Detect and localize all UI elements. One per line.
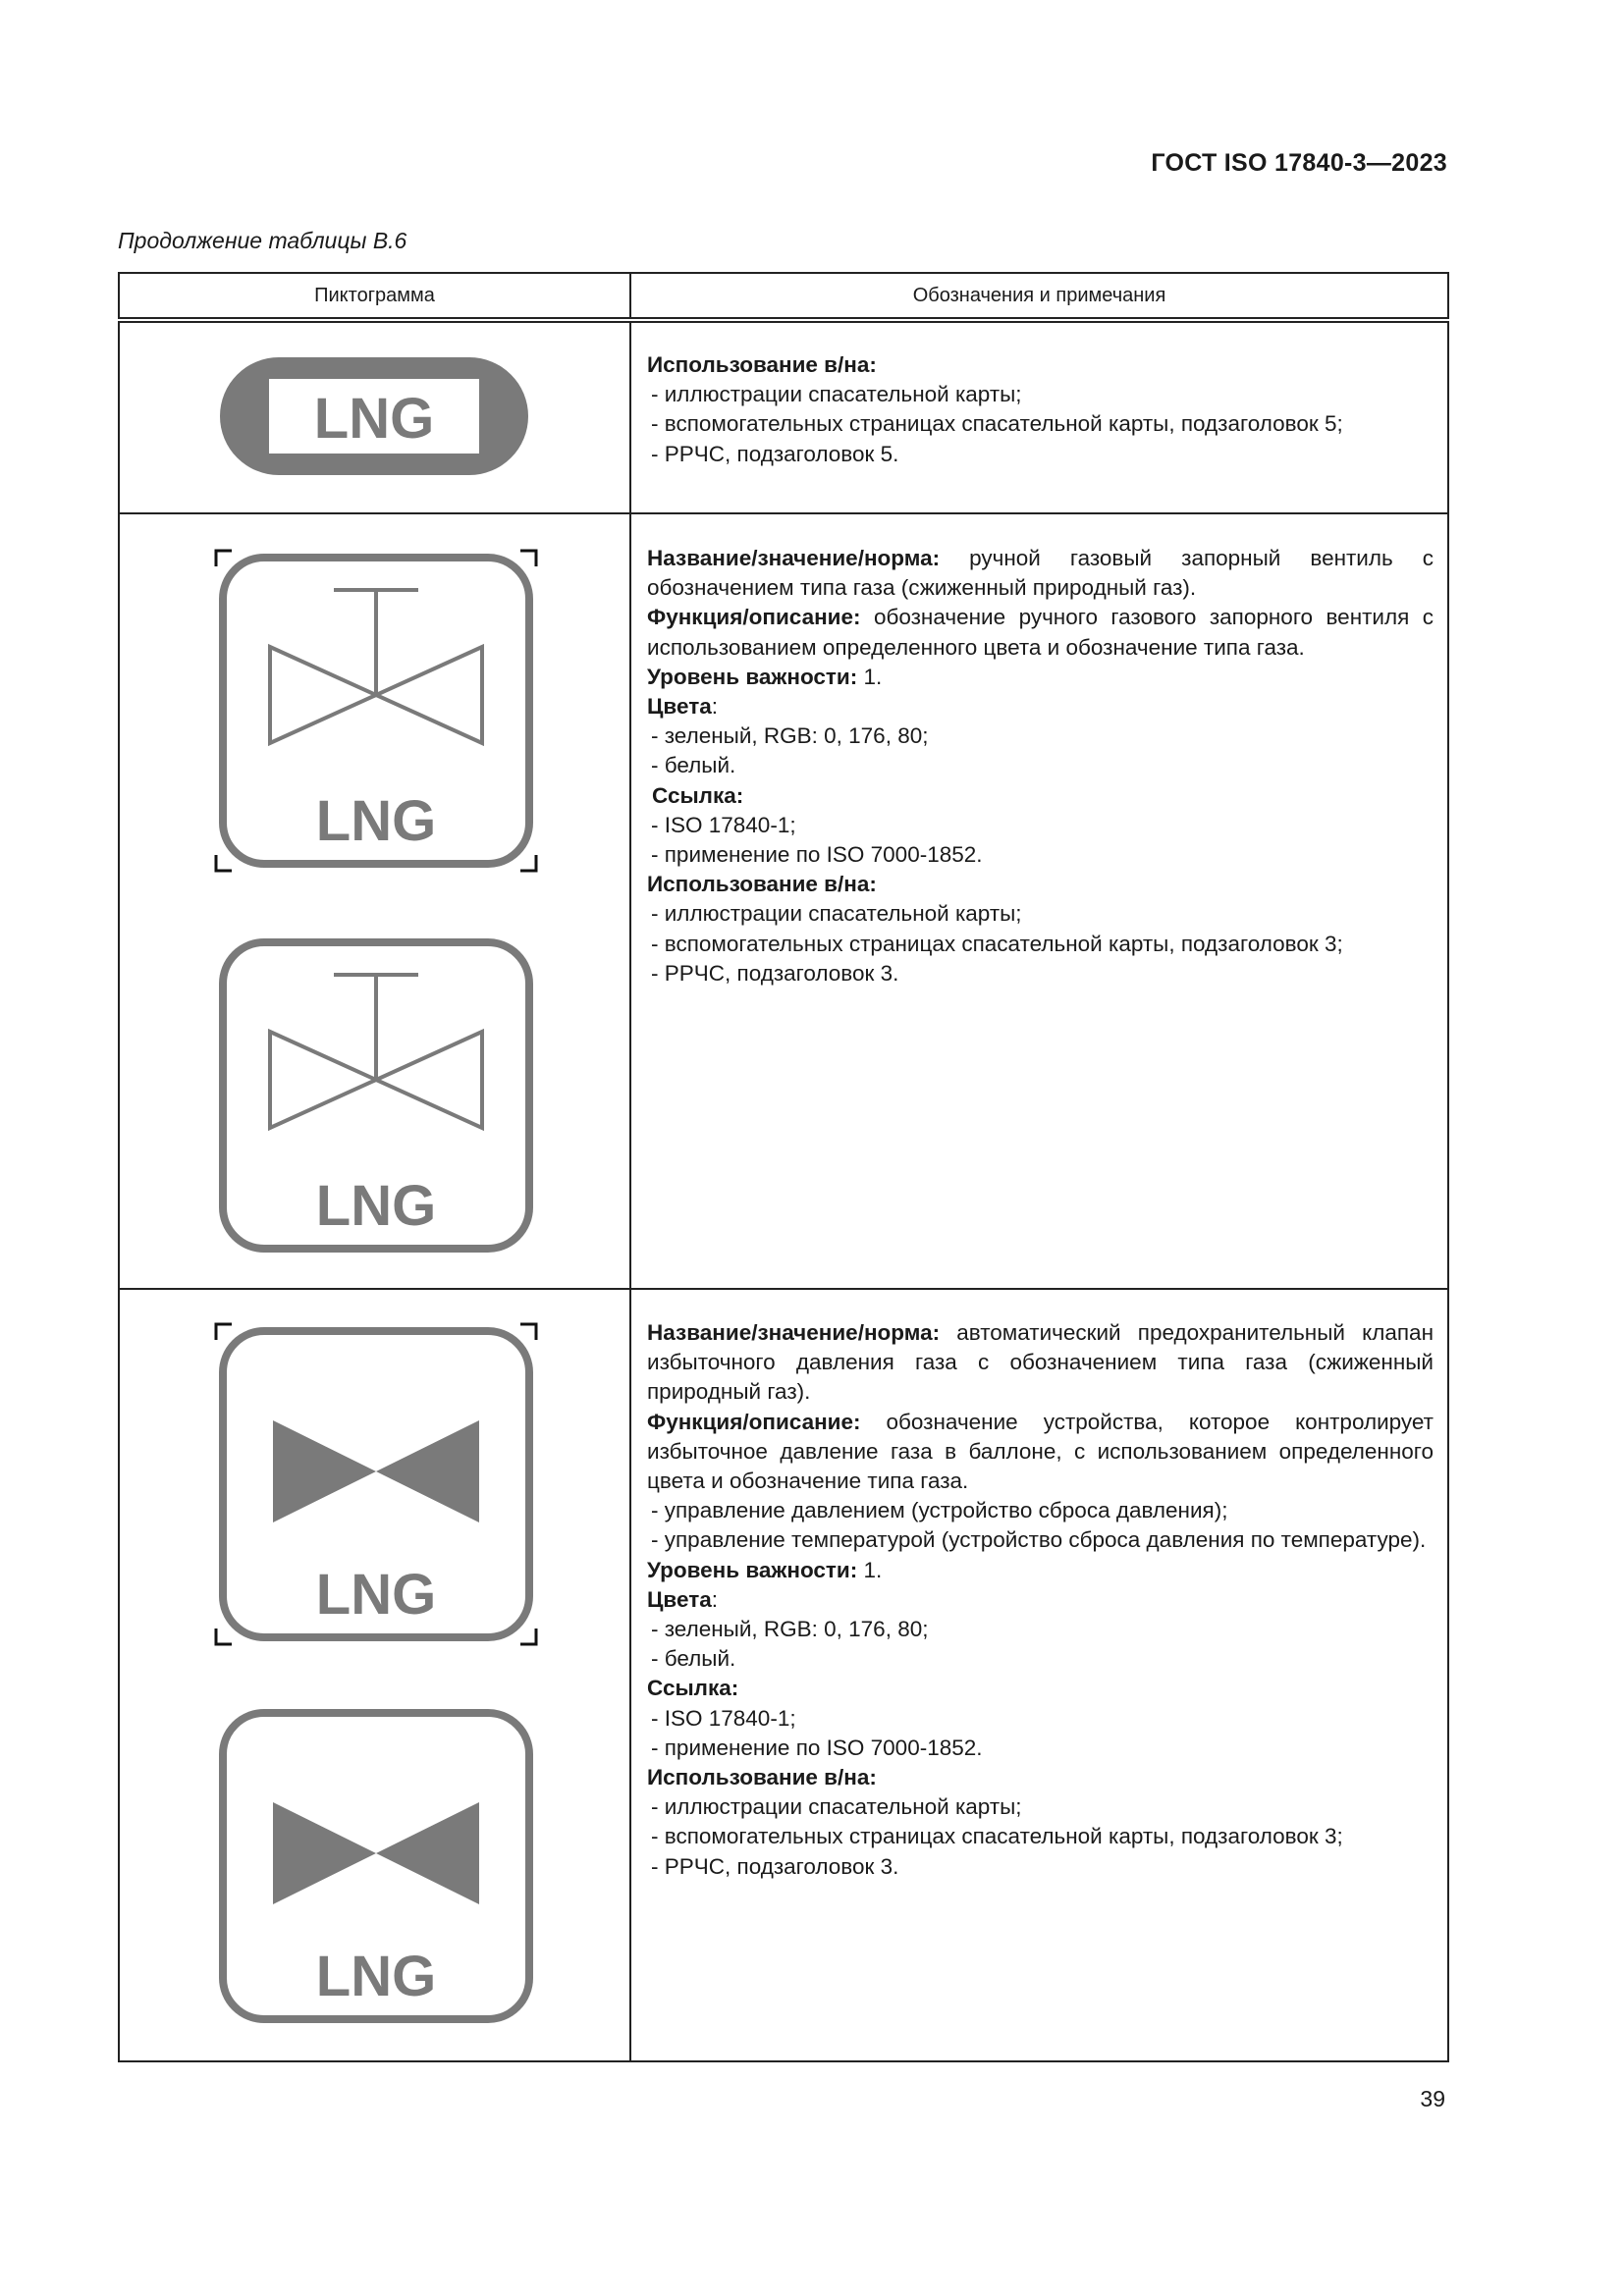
function-item: - управление давлением (устройство сброса давления); (651, 1498, 1228, 1523)
function-item: - управление температурой (устройство сброса давления по температуре). (651, 1527, 1427, 1553)
pictogram-table (118, 272, 1449, 2062)
column-header-notes: Обозначения и примечания (630, 273, 1448, 320)
usage-item: - иллюстрации спасательной карты; (651, 1794, 1022, 1820)
table-row (119, 1289, 1448, 2061)
reference-item: - применение по ISO 7000-1852. (651, 1735, 983, 1760)
importance-label: Уровень важности: (647, 1557, 858, 1582)
usage-item: - РРЧС, подзаголовок 3. (651, 960, 899, 986)
reference-label: Ссылка: (647, 1676, 739, 1701)
usage-item: - иллюстрации спасательной карты; (651, 382, 1022, 407)
auto-valve-pictogram-outlined (214, 1322, 538, 1646)
lng-label-pictogram (218, 355, 530, 477)
auto-valve-pictogram (214, 1704, 538, 2028)
importance-value: 1. (857, 1557, 883, 1582)
color-item: - зеленый, RGB: 0, 176, 80; (651, 1617, 929, 1642)
lng-label-text: LNG (313, 387, 435, 451)
colors-label: Цвета (647, 1586, 712, 1612)
colors-colon: : (711, 1586, 718, 1612)
table-row (119, 513, 1448, 1289)
name-label: Название/значение/норма: (647, 1320, 941, 1345)
auto-valve-icon (273, 1802, 479, 1904)
lng-text: LNG (315, 1945, 437, 2008)
lng-text: LNG (315, 789, 437, 853)
usage-label: Использование в/на: (647, 872, 877, 897)
function-text: обозначение устройства, которое контролирует избыточное давление газа в баллоне, с использованием определенного цвета и обозначение типа газа. (647, 1409, 1434, 1494)
manual-valve-icon (270, 590, 482, 743)
name-text: автоматический предохранительный клапан избыточного давления газа с обозначением типа газа (сжиженный природный газ). (647, 1320, 1434, 1405)
auto-valve-icon (273, 1420, 479, 1522)
lng-text: LNG (315, 1174, 437, 1238)
usage-item: - вспомогательных страницах спасательной карты, подзаголовок 3; (651, 1824, 1343, 1849)
color-item: - белый. (651, 1646, 736, 1672)
notes-cell (630, 1289, 1448, 2061)
page-number: 39 (1420, 2086, 1445, 2111)
reference-item: - применение по ISO 7000-1852. (651, 842, 983, 868)
reference-item: - ISO 17840-1; (651, 1705, 796, 1731)
colors-label: Цвета (647, 694, 712, 720)
importance-label: Уровень важности: (647, 664, 858, 689)
column-header-pictogram: Пиктограмма (119, 273, 630, 320)
pictogram-cell (119, 320, 630, 513)
function-label: Функция/описание: (647, 605, 861, 630)
manual-valve-icon (270, 975, 482, 1128)
name-label: Название/значение/норма: (647, 546, 941, 570)
color-item: - белый. (651, 753, 736, 778)
usage-item: - иллюстрации спасательной карты; (651, 901, 1022, 927)
manual-valve-pictogram (214, 934, 538, 1257)
standard-code: ГОСТ ISO 17840-3—2023 (1151, 149, 1447, 177)
usage-item: - РРЧС, подзаголовок 5. (651, 441, 899, 466)
usage-item: - вспомогательных страницах спасательной карты, подзаголовок 3; (651, 931, 1343, 956)
importance-value: 1. (857, 664, 883, 689)
pictogram-cell (119, 513, 630, 1289)
reference-item: - ISO 17840-1; (651, 812, 796, 837)
notes-cell (630, 320, 1448, 513)
usage-item: - РРЧС, подзаголовок 3. (651, 1853, 899, 1879)
colors-colon: : (711, 694, 718, 720)
table-header-row (119, 273, 1448, 320)
table-row (119, 320, 1448, 513)
usage-label: Использование в/на: (647, 352, 877, 377)
name-text: ручной газовый запорный вентиль с обозначением типа газа (сжиженный природный газ). (647, 546, 1434, 601)
pictogram-cell (119, 1289, 630, 2061)
usage-label: Использование в/на: (647, 1765, 877, 1790)
function-label: Функция/описание: (647, 1409, 861, 1434)
lng-text: LNG (315, 1563, 437, 1627)
color-item: - зеленый, RGB: 0, 176, 80; (651, 723, 929, 749)
reference-label: Ссылка: (652, 782, 744, 808)
table-continuation-caption: Продолжение таблицы В.6 (118, 228, 407, 253)
usage-item: - вспомогательных страницах спасательной карты, подзаголовок 5; (651, 411, 1343, 437)
function-text: обозначение ручного газового запорного вентиля с использованием определенного цвета и обозначение типа газа. (647, 605, 1434, 660)
manual-valve-pictogram-outlined (214, 549, 538, 873)
notes-cell (630, 513, 1448, 1289)
